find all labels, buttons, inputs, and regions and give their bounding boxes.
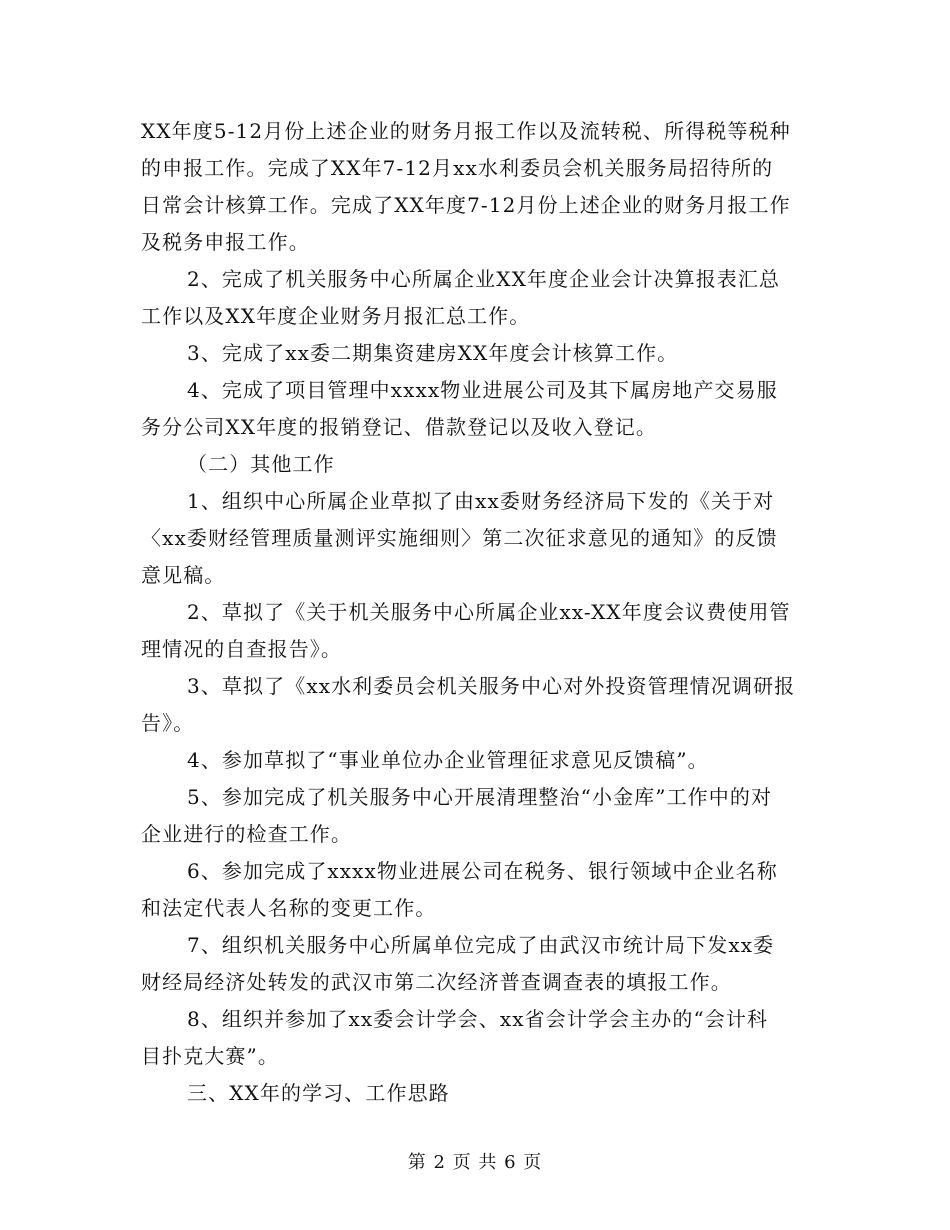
text-line: 7、组织机关服务中心所属单位完成了由武汉市统计局下发xx委 xyxy=(187,933,775,957)
text-line: 1、组织中心所属企业草拟了由xx委财务经济局下发的《关于对 xyxy=(187,489,775,513)
document-body xyxy=(141,113,813,1112)
text-line: 4、参加草拟了“事业单位办企业管理征求意见反馈稿”。 xyxy=(187,748,709,772)
text-line: （二）其他工作 xyxy=(187,452,335,476)
text-line: 及税务申报工作。 xyxy=(141,230,310,254)
text-line: 〈xx委财经管理质量测评实施细则〉第二次征求意见的通知》的反馈 xyxy=(141,526,778,550)
text-line: 3、草拟了《xx水利委员会机关服务中心对外投资管理情况调研报 xyxy=(187,674,796,698)
text-line: 理情况的自查报告》。 xyxy=(141,637,342,661)
text-line: 目扑克大赛”。 xyxy=(141,1044,279,1068)
text-line: 8、组织并参加了xx委会计学会、xx省会计学会主办的“会计科 xyxy=(187,1007,769,1031)
text-line: 5、参加完成了机关服务中心开展清理整治“小金库”工作中的对 xyxy=(187,785,773,809)
text-line: 2、草拟了《关于机关服务中心所属企业xx-XX年度会议费使用管 xyxy=(187,600,791,624)
page-footer: 第 2 页 共 6 页 xyxy=(407,1152,543,1173)
text-line: 务分公司XX年度的报销登记、借款登记以及收入登记。 xyxy=(141,415,657,439)
text-line: 4、完成了项目管理中xxxx物业进展公司及其下属房地产交易服 xyxy=(187,378,778,402)
text-line: 2、完成了机关服务中心所属企业XX年度企业会计决算报表汇总 xyxy=(187,267,781,291)
text-line: 6、参加完成了xxxx物业进展公司在税务、银行领域中企业名称 xyxy=(187,859,778,883)
text-line: 告》。 xyxy=(141,711,195,735)
text-line: 工作以及XX年度企业财务月报汇总工作。 xyxy=(141,304,531,328)
text-line: 的申报工作。完成了XX年7-12月xx水利委员会机关服务局招待所的 xyxy=(141,156,774,180)
text-line: 和法定代表人名称的变更工作。 xyxy=(141,896,437,920)
text-line: 意见稿。 xyxy=(141,563,226,587)
text-line: XX年度5-12月份上述企业的财务月报工作以及流转税、所得税等税种 xyxy=(141,119,791,143)
text-line: 3、完成了xx委二期集资建房XX年度会计核算工作。 xyxy=(187,341,679,365)
text-line: 企业进行的检查工作。 xyxy=(141,822,352,846)
text-line: 财经局经济处转发的武汉市第二次经济普查调查表的填报工作。 xyxy=(141,970,732,994)
text-line: 日常会计核算工作。完成了XX年度7-12月份上述企业的财务月报工作 xyxy=(141,193,791,217)
text-line: 三、XX年的学习、工作思路 xyxy=(187,1081,450,1105)
